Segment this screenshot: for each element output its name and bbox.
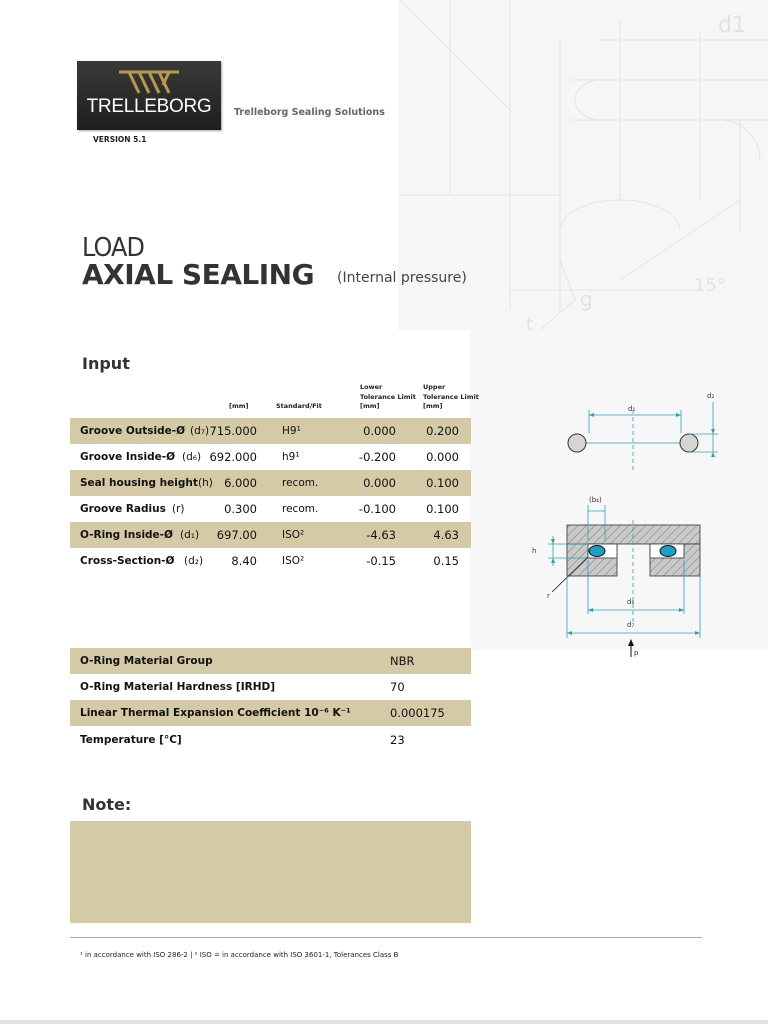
- col-header-standard: Standard/Fit: [276, 402, 322, 410]
- svg-text:d₂: d₂: [707, 392, 715, 400]
- page-subtitle: (Internal pressure): [337, 270, 467, 286]
- svg-text:h: h: [532, 547, 537, 555]
- svg-text:p: p: [634, 649, 639, 657]
- input-row-groove-radius: Groove Radius (r) 0.300 recom. -0.100 0.100: [80, 502, 459, 516]
- col-header-mm: [mm]: [229, 402, 249, 410]
- company-tagline: Trelleborg Sealing Solutions: [234, 107, 385, 118]
- note-box: [70, 821, 471, 923]
- page-title: AXIAL SEALING: [82, 258, 315, 291]
- trelleborg-logo: [77, 61, 221, 130]
- input-row-groove-outside: Groove Outside-Ø (d₇) 715.000 H9¹ 0.000 0.200: [70, 418, 471, 444]
- svg-text:d₆: d₆: [627, 598, 635, 606]
- svg-text:15°: 15°: [694, 275, 726, 296]
- col-header-lower: Lower Tolerance Limit [mm]: [360, 383, 416, 410]
- svg-text:d1: d1: [718, 13, 746, 38]
- trelleborg-logo-mark-icon: [117, 69, 181, 95]
- version-label: VERSION 5.1: [93, 135, 147, 144]
- svg-text:(b₄): (b₄): [589, 496, 602, 504]
- input-row-groove-inside: Groove Inside-Ø (d₆) 692.000 h9¹ -0.200 0.000: [80, 450, 459, 464]
- note-heading: Note:: [82, 795, 132, 814]
- svg-text:d₁: d₁: [628, 405, 636, 413]
- material-row-temperature: Temperature [°C] 23: [80, 733, 405, 747]
- material-row-group: O-Ring Material Group NBR: [70, 648, 471, 674]
- footnote: ¹ in accordance with ISO 286-2 | ² ISO = in accordance with ISO 3601-1, Tolerances Class B: [80, 951, 399, 959]
- logo-wordmark: TRELLEBORG: [86, 96, 212, 117]
- footer-divider: [70, 937, 702, 938]
- material-row-expansion: Linear Thermal Expansion Coefficient 10⁻⁶ K⁻¹ 0.000175: [70, 700, 471, 726]
- svg-text:r: r: [547, 592, 550, 600]
- input-row-cross-section: Cross-Section-Ø (d₂) 8.40 ISO² -0.15 0.15: [80, 554, 459, 568]
- page-bottom-edge: [0, 1020, 768, 1024]
- svg-text:g: g: [580, 287, 593, 311]
- input-heading: Input: [82, 354, 130, 373]
- svg-text:d₇: d₇: [627, 621, 635, 629]
- input-row-oring-inside: O-Ring Inside-Ø (d₁) 697.00 ISO² -4.63 4.63: [70, 522, 471, 548]
- col-header-upper: Upper Tolerance Limit [mm]: [423, 383, 479, 410]
- input-row-housing-height: Seal housing height (h) 6.000 recom. 0.000 0.100: [70, 470, 471, 496]
- svg-text:t: t: [526, 314, 534, 335]
- title-load: LOAD: [82, 233, 144, 263]
- material-row-hardness: O-Ring Material Hardness [IRHD] 70: [80, 680, 405, 694]
